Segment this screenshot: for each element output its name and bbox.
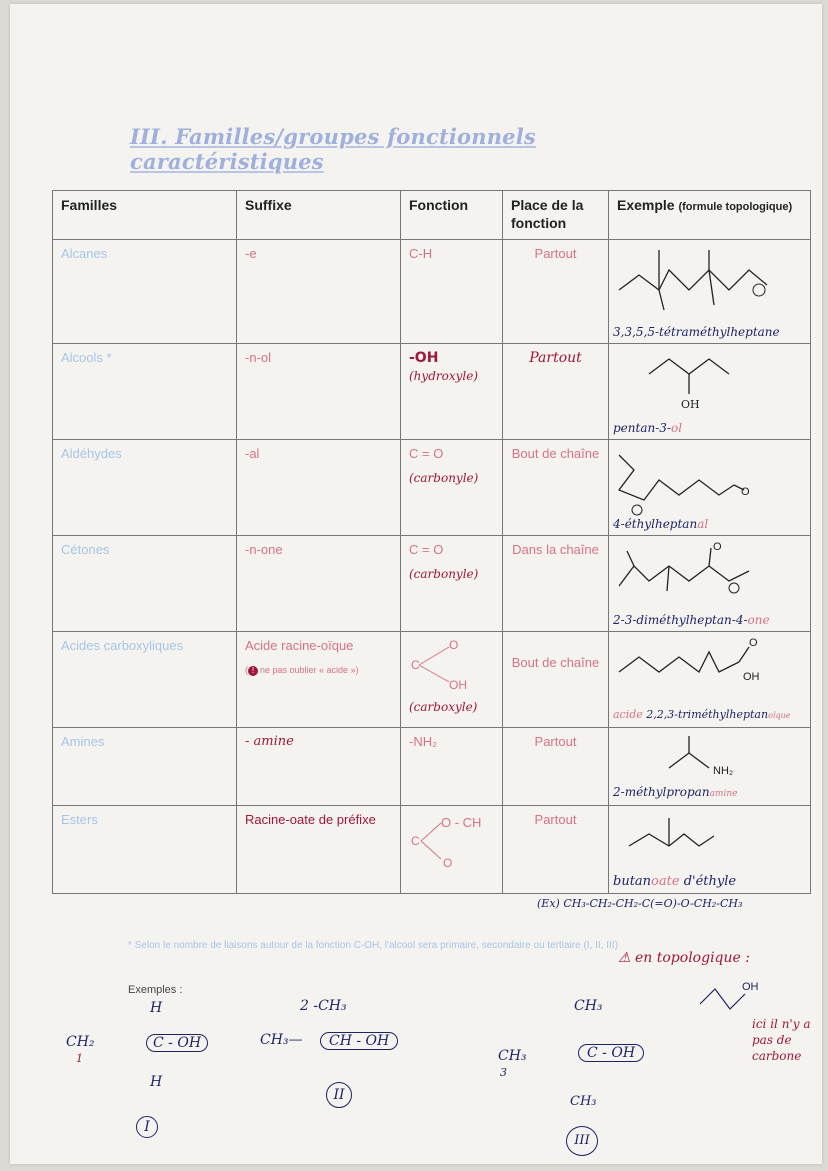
- fonction-note: (carbonyle): [409, 471, 479, 485]
- svg-text:O: O: [449, 638, 459, 652]
- svg-text:NH₂: NH₂: [713, 765, 734, 777]
- table-row: [53, 728, 811, 806]
- suffixe-cell: - amine: [237, 728, 401, 806]
- place-cell: Bout de chaîne: [503, 440, 609, 536]
- table-row: [53, 806, 811, 894]
- table-row: [53, 344, 811, 440]
- exemple-name: 3,3,5,5-tétraméthylheptane: [613, 325, 780, 339]
- famille-cell: Alcanes: [53, 240, 237, 344]
- functional-groups-table: [52, 190, 811, 894]
- warning-icon: !: [248, 666, 258, 676]
- ici-note: ici il n'y a pas de carbone: [752, 1017, 811, 1063]
- exemple-name: 4-éthylheptanal: [613, 517, 709, 531]
- place-cell: Partout: [503, 728, 609, 806]
- suffixe-cell: -e: [237, 240, 401, 344]
- amine-structure: [609, 728, 811, 784]
- exemple-cell: [609, 344, 811, 440]
- fonction-formula: -OH: [409, 350, 439, 366]
- header-fonction: Fonction: [401, 191, 503, 240]
- header-exemple: [609, 191, 811, 240]
- fonction-note: (carboxyle): [409, 700, 478, 714]
- header-suffixe: Suffixe: [237, 191, 401, 240]
- svg-text:C: C: [411, 834, 420, 848]
- exemple-name: 2-3-diméthylheptan-4-one: [613, 613, 770, 627]
- place-value: Bout de chaîne: [511, 655, 600, 670]
- topologique-warning: ⚠ en topologique :: [618, 950, 750, 966]
- header-familles: Familles: [53, 191, 237, 240]
- famille-cell: Alcools *: [53, 344, 237, 440]
- svg-text:OH: OH: [742, 981, 759, 993]
- place-cell: [503, 344, 609, 440]
- exemple-cell: [609, 632, 811, 728]
- exemples-label: Exemples :: [128, 984, 183, 996]
- famille-cell: Esters: [53, 806, 237, 894]
- header-exemple-note: (formule topologique): [678, 201, 793, 213]
- place-cell: [503, 632, 609, 728]
- exemple-name: butanoate d'éthyle: [613, 874, 737, 889]
- svg-text:O: O: [443, 856, 453, 870]
- famille-cell: Aldéhydes: [53, 440, 237, 536]
- svg-text:O: O: [741, 486, 750, 498]
- fonction-cell: [401, 806, 503, 894]
- suffixe-cell: -n-ol: [237, 344, 401, 440]
- svg-text:OH: OH: [743, 671, 760, 683]
- fonction-cell: [401, 536, 503, 632]
- footnote: * Selon le nombre de liaisons autour de la fonction C-OH, l'alcool sera primaire, secondaire ou tertiaire (I, II, III): [128, 940, 618, 951]
- famille-cell: Cétones: [53, 536, 237, 632]
- fonction-cell: C-H: [401, 240, 503, 344]
- fonction-cell: [401, 344, 503, 440]
- fonction-note: (carbonyle): [409, 567, 479, 581]
- table-row: [53, 536, 811, 632]
- exemple-name: acide 2,2,3-triméthylheptanoïque: [613, 708, 791, 721]
- fonction-cell: [401, 440, 503, 536]
- suffixe-value: Acide racine-oïque: [245, 638, 354, 653]
- suffixe-cell: -n-one: [237, 536, 401, 632]
- suffixe-cell: [237, 632, 401, 728]
- exemple-cell: [609, 728, 811, 806]
- header-exemple-label: Exemple: [617, 197, 675, 213]
- exemple-cell: [609, 806, 811, 894]
- place-cell: Partout: [503, 240, 609, 344]
- svg-text:O: O: [713, 541, 722, 553]
- suffixe-cell: -al: [237, 440, 401, 536]
- exemple-cell: [609, 536, 811, 632]
- alcane-structure: [609, 240, 811, 320]
- table-row: [53, 440, 811, 536]
- svg-text:OH: OH: [681, 398, 700, 411]
- alcool-structure: [609, 344, 811, 416]
- fonction-cell: -NH₂: [401, 728, 503, 806]
- table-header-row: [53, 191, 811, 240]
- table-row: [53, 632, 811, 728]
- ester-formula-top: O - CH: [441, 815, 482, 830]
- exemple-name: 2-méthylpropanamine: [613, 785, 738, 799]
- svg-text:OH: OH: [449, 678, 467, 692]
- fonction-formula: C = O: [409, 446, 444, 461]
- table-row: [53, 240, 811, 344]
- famille-cell: Acides carboxyliques: [53, 632, 237, 728]
- ester-example-structure: [609, 806, 811, 872]
- exemple-name: pentan-3-ol: [613, 421, 683, 435]
- fonction-cell: [401, 632, 503, 728]
- notebook-page: III. Familles/groupes fonctionnels caractéristiques Familles Suffixe Fonction Place de la fonction Exemple (formule topologique) Alcanes -e C-H Partout 3,3,5,5-tétraméthylheptane Alcools * -n-ol -OH (hydroxyle) Partout OH pentan-3-ol Aldéhydes -al C = O (carbonyle) Bout de chaîne O 4-éthylheptanal Cétones -n-one C = O (carbonyle) Dans la chaîne O 2-3-diméthylheptan-4-one Acides carboxyliques Acide racine-oïque ( ! ne pas oublier « acide ») C O OH (carboxyle) Bout de chaîne O OH acide 2,2,3-triméthylheptanoïque Amines - amine -NH₂ Partout NH₂ 2-méthylpropanamine Esters Racine-oate de préfixe C O O - CH Partout butanoate d'éthyle (Ex) CH₃-CH₂-CH₂-C(=O)-O-CH₂-CH₃ * Selon le nombre de liaisons autour de la fonction C-OH, l'alcool sera primaire, secondaire ou tertiaire (I, II, III) ⚠ en topologique : Exemples : H CH₂ 1 C - OH H I 2 -CH₃ CH₃— CH - OH II CH₃ CH₃ 3 C - OH CH₃ III OH ici il n'y a pas de carbone: [10, 4, 822, 1164]
- header-place: Place de la fonction: [503, 191, 609, 240]
- exemple-cell: [609, 440, 811, 536]
- suffixe-cell: Racine-oate de préfixe: [237, 806, 401, 894]
- aldehyde-structure: [609, 440, 811, 516]
- place-cell: Partout: [503, 806, 609, 894]
- svg-text:O: O: [749, 637, 758, 649]
- place-value: Partout: [529, 350, 582, 366]
- svg-text:C: C: [411, 658, 420, 672]
- ester-example-formula: (Ex) CH₃-CH₂-CH₂-C(=O)-O-CH₂-CH₃: [537, 897, 743, 910]
- place-cell: Dans la chaîne: [503, 536, 609, 632]
- page-title: III. Familles/groupes fonctionnels caractéristiques: [130, 124, 536, 174]
- exemple-cell: [609, 240, 811, 344]
- acide-structure: [609, 632, 811, 704]
- topologique-sketch: [690, 974, 760, 1024]
- carboxyle-structure: [409, 637, 499, 693]
- suffixe-warning: ( ! ne pas oublier « acide »): [245, 665, 359, 675]
- famille-cell: Amines: [53, 728, 237, 806]
- cetone-structure: [609, 536, 811, 608]
- fonction-note: (hydroxyle): [409, 369, 478, 383]
- fonction-formula: C = O: [409, 542, 444, 557]
